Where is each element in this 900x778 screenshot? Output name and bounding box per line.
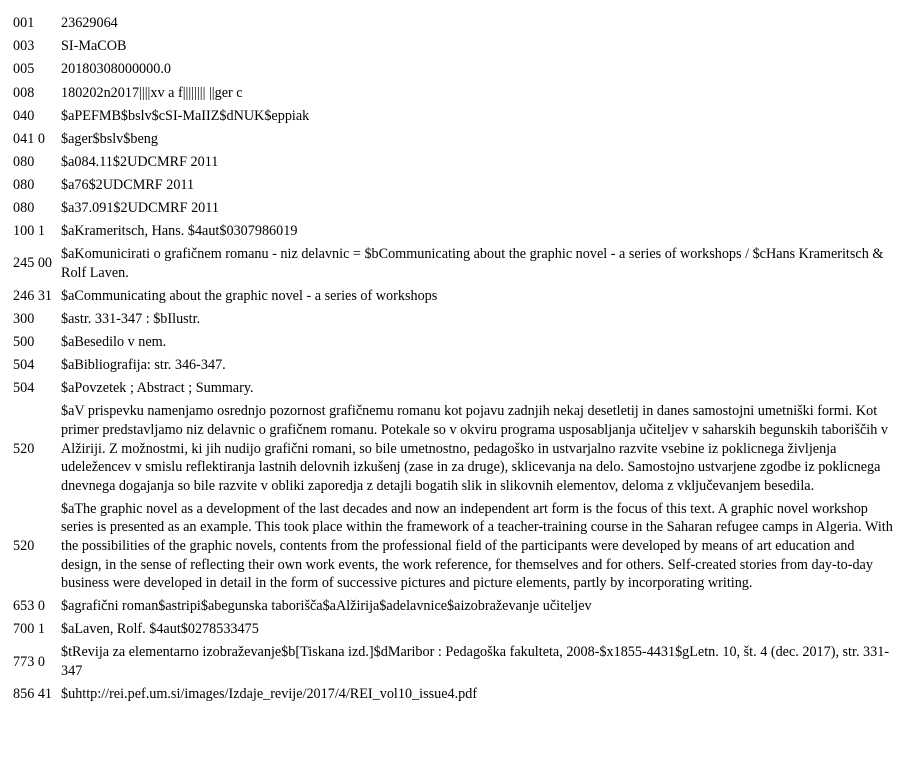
marc-field-row: [13, 81, 893, 104]
field-tag: 080: [13, 153, 35, 170]
marc-field-row: [13, 377, 893, 400]
field-value: $aKrameritsch, Hans. $4aut$0307986019: [61, 223, 298, 240]
field-tag: 504: [13, 357, 35, 374]
field-value: $aCommunicating about the graphic novel - a series of workshops: [61, 287, 438, 304]
marc-field-row: [13, 127, 893, 150]
marc-field-row: [13, 12, 893, 35]
field-tag: 520: [13, 440, 35, 457]
field-value: $a084.11$2UDCMRF 2011: [61, 153, 219, 170]
marc-field-row: [13, 683, 893, 706]
field-tag: 653 0: [13, 598, 45, 615]
field-tag: 520: [13, 538, 35, 554]
marc-field-row: [13, 151, 893, 174]
marc-field-row: [13, 285, 893, 308]
field-value: $ager$bslv$beng: [61, 130, 158, 147]
field-tag: 041 0: [13, 130, 45, 147]
field-tag: 773 0: [13, 653, 45, 670]
field-value: $aThe graphic novel as a development of the last decades and now an independent art form is the focus of this text. A graphic novel workshop series is presented as an example. This took place within the framework of a teacher-training course in the Saharan refugee camps in Algeria. With the possibilities of the graphic novels, contents from the professional field of the participants were developed by means of art education and design, in the sense of reflecting their own work events, the work reference, for themselves and for others. Self-created stories from day-to-day business were developed in detail in the form of successive pictures and picture elements, partly by incorporating writing.: [61, 500, 893, 592]
field-value: 23629064: [61, 15, 118, 32]
field-tag: 080: [13, 200, 35, 216]
field-tag: 005: [13, 61, 35, 78]
field-tag: 500: [13, 334, 35, 351]
marc-field-row: [13, 618, 893, 641]
marc-record-table: [13, 12, 893, 706]
field-value: $astr. 331-347 : $bIlustr.: [61, 310, 201, 327]
field-value: $aBesedilo v nem.: [61, 334, 167, 351]
field-value: $aV prispevku namenjamo osrednjo pozornost grafičnemu romanu kot pojavu zadnjih nekaj desetletij in danes samostojni umetniški formi. Kot primer predstavljamo niz delavnic o grafičnem romanu. Potekale so v okviru programa usposabljanja učiteljev v saharskih begunskih taboriščih v Alžiriji. Z možnostmi, ki jih nudijo grafični romani, so bile umetnostno, pedagoško in ustvarjalno razvite vsebine iz poklicnega življenja udeležencev v smislu reflektiranja lastnih delovnih izkušenj (zase in za druge), sklicevanja na delo. Samostojno ustvarjene zgodbe iz poklicnega dnevnega dogajanja so bile razvite v obliki zaporedja z detajli bogatih slik in slikovnih elementov, deloma z vključevanjem besedila.: [61, 403, 888, 494]
marc-field-row: [13, 243, 893, 285]
field-tag: 245 00: [13, 255, 53, 272]
field-value: $aBibliografija: str. 346-347.: [61, 357, 226, 374]
field-value: $a37.091$2UDCMRF 2011: [61, 200, 219, 216]
field-tag: 003: [13, 38, 35, 55]
field-value: 20180308000000.0: [61, 61, 171, 78]
field-value: $agrafični roman$astripi$abegunska taborišča$aAlžirija$adelavnice$aizobraževanje učiteljev: [61, 598, 592, 615]
marc-field-row: [13, 331, 893, 354]
marc-field-row: [13, 58, 893, 81]
field-tag: 008: [13, 84, 35, 101]
field-tag: 246 31: [13, 287, 53, 304]
field-tag: 100 1: [13, 223, 45, 240]
field-value: $uhttp://rei.pef.um.si/images/Izdaje_revije/2017/4/REI_vol10_issue4.pdf: [61, 686, 478, 703]
field-tag: 001: [13, 15, 35, 32]
marc-field-row: [13, 354, 893, 377]
field-value: $aKomunicirati o grafičnem romanu - niz delavnic = $bCommunicating about the graphic novel - a series of workshops / $cHans Krameritsch & Rolf Laven.: [61, 246, 884, 281]
field-value: $aLaven, Rolf. $4aut$0278533475: [61, 621, 259, 638]
field-value: SI-MaCOB: [61, 38, 127, 55]
marc-field-row: [13, 104, 893, 127]
field-value: 180202n2017||||xv a f|||||||| ||ger c: [61, 84, 243, 101]
field-tag: 080: [13, 176, 35, 193]
field-tag: 040: [13, 107, 35, 124]
marc-field-row: [13, 35, 893, 58]
marc-field-row: [13, 595, 893, 618]
marc-field-row: [13, 174, 893, 197]
field-tag: 700 1: [13, 621, 45, 638]
field-value: $aPovzetek ; Abstract ; Summary.: [61, 380, 254, 397]
marc-field-row: [13, 220, 893, 243]
marc-field-row: [13, 400, 893, 497]
marc-record-body: [13, 12, 893, 706]
field-tag: 856 41: [13, 686, 53, 703]
marc-field-row: [13, 308, 893, 331]
field-value: $tRevija za elementarno izobraževanje$b[Tiskana izd.]$dMaribor : Pedagoška fakulteta, 2008-$x1855-4431$gLetn. 10, št. 4 (dec. 2017), str. 331-347: [61, 644, 890, 680]
marc-field-row: [13, 498, 893, 595]
marc-field-row: [13, 197, 893, 220]
marc-field-row: [13, 641, 893, 683]
field-tag: 300: [13, 310, 35, 327]
field-value: $a76$2UDCMRF 2011: [61, 176, 195, 193]
field-tag: 504: [13, 380, 35, 397]
field-value: $aPEFMB$bslv$cSI-MaIIZ$dNUK$eppiak: [61, 107, 310, 124]
